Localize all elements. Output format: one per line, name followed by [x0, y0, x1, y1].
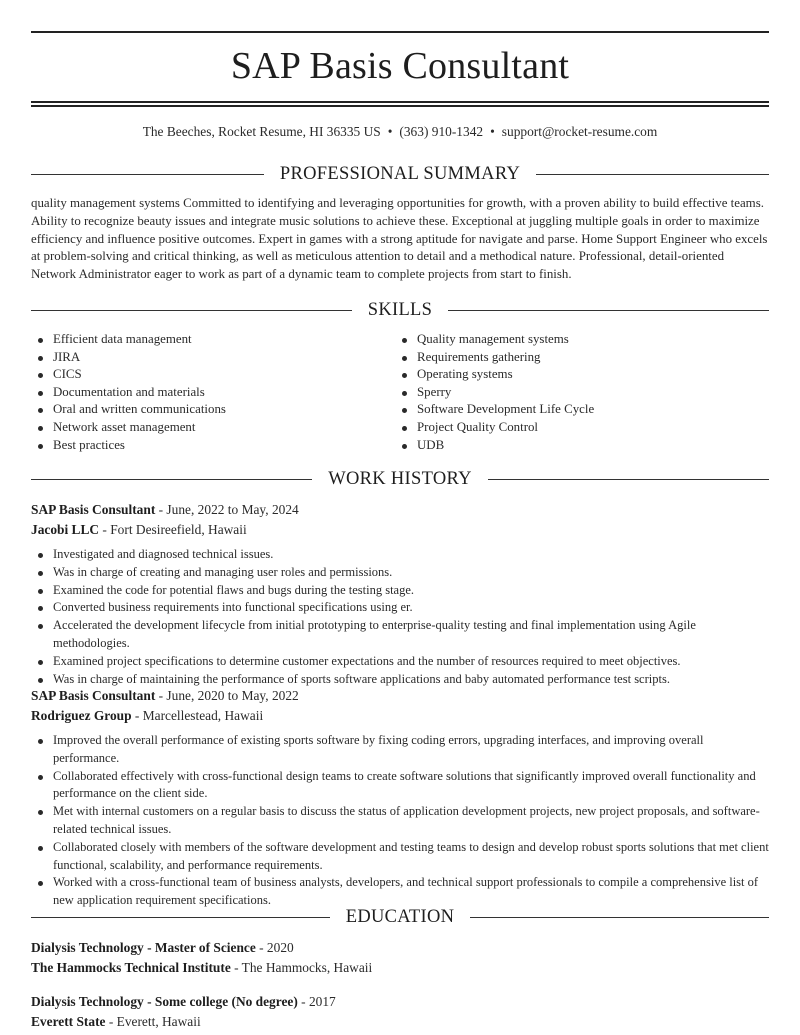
education-school: Everett State [31, 1014, 106, 1029]
summary-section-header [31, 163, 769, 185]
job-location: - Marcellestead, Hawaii [131, 708, 264, 723]
job-bullet: Examined the code for potential flaws and bugs during the testing stage. [31, 582, 769, 600]
contact-email: support@rocket-resume.com [501, 124, 658, 139]
contact-line [31, 124, 769, 140]
education-degree-line [31, 938, 769, 958]
education-school-line [31, 1012, 769, 1032]
job-bullet: Converted business requirements into functional specifications using er. [31, 599, 769, 617]
skill-item: Operating systems [395, 366, 594, 384]
education-degree: Dialysis Technology - Some college (No degree) [31, 994, 298, 1009]
job-bullets [31, 732, 769, 910]
job-bullet: Collaborated closely with members of the software development and testing teams to design and develop robust sports solutions that met client functional, scalability, and performance requirements. [31, 839, 769, 875]
contact-separator: • [387, 124, 393, 139]
education-year: - 2017 [297, 994, 336, 1009]
job-bullet: Examined project specifications to determine customer expectations and the number of resources required to meet objectives. [31, 653, 769, 671]
skill-item: Quality management systems [395, 331, 594, 349]
job-dates: - June, 2022 to May, 2024 [155, 502, 299, 517]
skill-item: Efficient data management [31, 331, 226, 349]
job-bullet: Met with internal customers on a regular basis to discuss the status of application development projects, new project proposals, and software-related technical issues. [31, 803, 769, 839]
name-rule-upper [31, 101, 769, 103]
skill-item: CICS [31, 366, 226, 384]
education-degree: Dialysis Technology - Master of Science [31, 940, 256, 955]
skill-item: UDB [395, 437, 594, 455]
job-entry [31, 686, 769, 910]
education-section-header [31, 906, 769, 928]
skill-item: Requirements gathering [395, 349, 594, 367]
education-location: - The Hammocks, Hawaii [230, 960, 373, 975]
job-entry [31, 500, 769, 688]
contact-phone: (363) 910-1342 [399, 124, 484, 139]
section-divider [470, 917, 769, 918]
job-dates: - June, 2020 to May, 2022 [155, 688, 299, 703]
education-entry [31, 938, 769, 978]
summary-section-title: PROFESSIONAL SUMMARY [279, 163, 521, 184]
skill-item: JIRA [31, 349, 226, 367]
job-title-line [31, 686, 769, 706]
job-bullet: Was in charge of creating and managing user roles and permissions. [31, 564, 769, 582]
job-role: SAP Basis Consultant [31, 688, 156, 703]
education-school: The Hammocks Technical Institute [31, 960, 231, 975]
education-section-title: EDUCATION [345, 906, 455, 927]
section-divider [488, 479, 769, 480]
section-divider [31, 174, 264, 175]
job-bullet: Was in charge of maintaining the performance of sports software applications and baby automated performance test scripts. [31, 671, 769, 689]
education-year: - 2020 [255, 940, 294, 955]
skill-item: Project Quality Control [395, 419, 594, 437]
job-bullet: Investigated and diagnosed technical issues. [31, 546, 769, 564]
job-company: Jacobi LLC [31, 522, 100, 537]
name-rule-lower [31, 105, 769, 107]
job-title-line [31, 500, 769, 520]
section-divider [31, 917, 330, 918]
job-bullet: Improved the overall performance of existing sports software by fixing coding errors, upgrading interfaces, and improving overall performance. [31, 732, 769, 768]
job-location: - Fort Desireefield, Hawaii [99, 522, 247, 537]
skill-item: Documentation and materials [31, 384, 226, 402]
work-section-title: WORK HISTORY [328, 468, 472, 489]
job-role: SAP Basis Consultant [31, 502, 156, 517]
contact-separator: • [490, 124, 495, 139]
skill-item: Software Development Life Cycle [395, 401, 594, 419]
skill-item: Network asset management [31, 419, 226, 437]
job-bullet: Accelerated the development lifecycle from initial prototyping to enterprise-quality testing and final implementation using Agile methodologies. [31, 617, 769, 653]
contact-address: The Beeches, Rocket Resume, HI 36335 US [142, 124, 381, 139]
education-degree-line [31, 992, 769, 1012]
top-rule [31, 31, 769, 33]
education-entry [31, 992, 769, 1032]
skill-item: Best practices [31, 437, 226, 455]
skills-list-left [31, 331, 226, 454]
section-divider [448, 310, 769, 311]
skill-item: Oral and written communications [31, 401, 226, 419]
skill-item: Sperry [395, 384, 594, 402]
education-location: - Everett, Hawaii [105, 1014, 201, 1029]
summary-text: quality management systems Committed to identifying and leveraging opportunities for growth, with a proven ability to build effective teams. Ability to recognize beauty issues and integrate music solutions to achieve these. Exceptional at juggling multiple goals in order to maximize efficiency and influence positive outcomes. Expert in games with a strong aptitude for navigate and parse. Home Support Engineer who excels at problem-solving and critical thinking, as well as meticulous attention to detail and a methodical nature. Professional, detail-oriented Network Administrator eager to work as part of a dynamic team to complete projects from start to finish. [31, 196, 768, 282]
job-company: Rodriguez Group [31, 708, 132, 723]
section-divider [31, 479, 312, 480]
skills-list-right [395, 331, 594, 454]
education-school-line [31, 958, 769, 978]
job-bullets [31, 546, 769, 688]
skills-section-header [31, 299, 769, 321]
job-bullet: Collaborated effectively with cross-functional design teams to create software solutions that significantly improved overall functionality and performance on the client side. [31, 768, 769, 804]
section-divider [536, 174, 769, 175]
job-bullet: Worked with a cross-functional team of business analysts, developers, and technical support professionals to compile a comprehensive list of new application requirement specifications. [31, 874, 769, 910]
section-divider [31, 310, 352, 311]
job-company-line [31, 706, 769, 726]
skills-section-title: SKILLS [367, 299, 433, 320]
work-section-header [31, 468, 769, 490]
candidate-name: SAP Basis Consultant [230, 45, 570, 87]
job-company-line [31, 520, 769, 540]
